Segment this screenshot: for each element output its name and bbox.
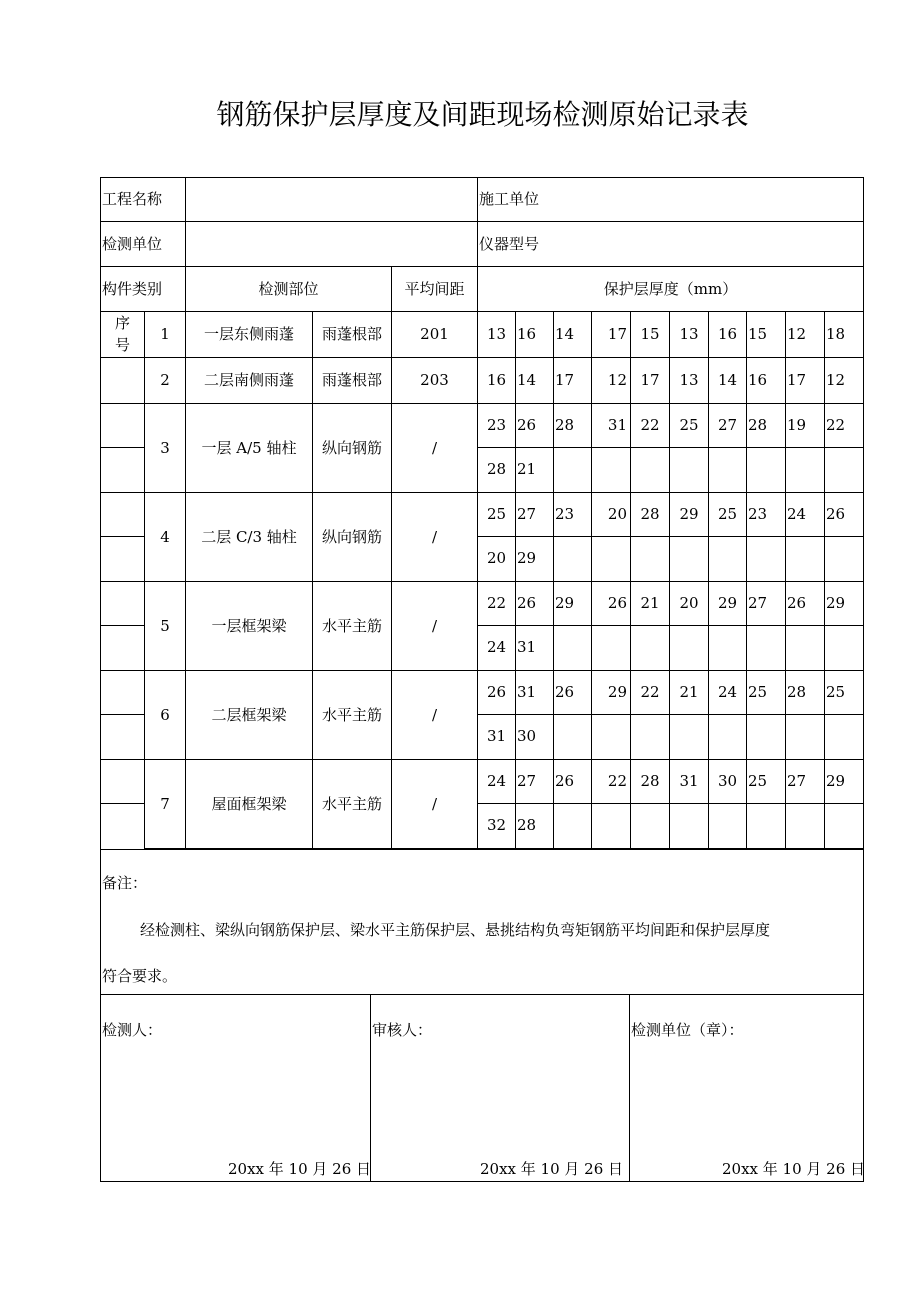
reading-col-divider bbox=[669, 311, 670, 849]
cover-reading: 22 bbox=[640, 683, 660, 701]
cover-reading: 26 bbox=[555, 683, 575, 701]
cover-reading: 28 bbox=[640, 772, 660, 790]
row-number: 5 bbox=[160, 616, 170, 635]
seq-cell-split bbox=[100, 536, 144, 537]
cover-reading: 29 bbox=[826, 772, 846, 790]
cover-reading: 28 bbox=[486, 460, 507, 478]
reading-col-divider bbox=[515, 311, 516, 849]
cover-reading: 17 bbox=[640, 371, 660, 389]
cover-reading: 12 bbox=[607, 371, 627, 389]
cover-reading: 31 bbox=[679, 772, 699, 790]
table-border-right bbox=[863, 177, 864, 1182]
inspector-date: 20xx 年 10 月 26 日 bbox=[228, 1160, 372, 1178]
cover-reading: 25 bbox=[826, 683, 846, 701]
cover-reading: 29 bbox=[555, 594, 575, 612]
col-divider bbox=[312, 311, 313, 849]
row-number: 6 bbox=[160, 705, 170, 724]
cover-reading: 31 bbox=[517, 638, 537, 656]
cover-reading: 26 bbox=[826, 505, 846, 523]
cover-reading: 22 bbox=[607, 772, 627, 790]
construction-unit-label: 施工单位 bbox=[479, 190, 540, 208]
test-location: 二层框架梁 bbox=[211, 705, 287, 724]
unit-stamp-label: 检测单位（章）： bbox=[631, 1021, 744, 1039]
row-divider bbox=[100, 994, 864, 995]
cover-reading: 28 bbox=[555, 416, 575, 434]
seq-cell-split bbox=[100, 447, 144, 448]
cover-reading: 32 bbox=[486, 816, 507, 834]
rebar-item: 水平主筋 bbox=[321, 705, 382, 724]
cover-reading: 24 bbox=[787, 505, 807, 523]
avg-spacing-value: / bbox=[431, 705, 438, 724]
avg-spacing-value: / bbox=[431, 616, 438, 635]
rebar-item: 纵向钢筋 bbox=[321, 438, 382, 457]
cover-reading: 26 bbox=[517, 416, 537, 434]
cover-reading: 26 bbox=[787, 594, 807, 612]
cover-reading: 29 bbox=[717, 594, 738, 612]
seq-cell-divider bbox=[100, 581, 144, 582]
seq-cell-divider bbox=[100, 759, 144, 760]
col-divider bbox=[144, 311, 145, 849]
avg-spacing-value: / bbox=[431, 438, 438, 457]
cover-reading: 29 bbox=[607, 683, 627, 701]
cover-reading: 27 bbox=[517, 505, 537, 523]
project-name-label: 工程名称 bbox=[102, 190, 163, 208]
seq-cell-divider bbox=[100, 492, 144, 493]
cover-reading: 18 bbox=[826, 325, 846, 343]
cover-reading: 27 bbox=[717, 416, 738, 434]
cover-reading: 14 bbox=[555, 325, 575, 343]
cover-thickness-header: 保护层厚度（mm） bbox=[603, 280, 738, 298]
cover-reading: 21 bbox=[640, 594, 660, 612]
cover-reading: 25 bbox=[717, 505, 738, 523]
seq-cell-split bbox=[100, 625, 144, 626]
reading-col-divider bbox=[630, 311, 631, 849]
cover-reading: 30 bbox=[717, 772, 738, 790]
row-divider bbox=[100, 266, 864, 267]
seq-header-char2: 号 bbox=[114, 336, 130, 354]
seq-header-char1: 序 bbox=[114, 314, 130, 332]
rebar-item: 雨蓬根部 bbox=[321, 325, 382, 343]
cover-reading: 12 bbox=[787, 325, 807, 343]
test-location: 屋面框架梁 bbox=[211, 794, 287, 813]
cover-reading: 16 bbox=[748, 371, 768, 389]
seq-cell-split bbox=[100, 714, 144, 715]
rebar-item: 水平主筋 bbox=[321, 794, 382, 813]
col-divider bbox=[370, 994, 371, 1182]
cover-reading: 27 bbox=[787, 772, 807, 790]
avg-spacing-header: 平均间距 bbox=[404, 280, 465, 298]
reading-line-divider bbox=[477, 714, 863, 715]
cover-reading: 13 bbox=[679, 371, 699, 389]
seq-cell-divider bbox=[100, 357, 144, 358]
col-divider bbox=[185, 177, 186, 849]
cover-reading: 13 bbox=[486, 325, 507, 343]
cover-reading: 25 bbox=[486, 505, 507, 523]
cover-reading: 16 bbox=[717, 325, 738, 343]
remarks-label: 备注： bbox=[102, 874, 148, 892]
cover-reading: 26 bbox=[555, 772, 575, 790]
row-divider bbox=[144, 759, 864, 760]
cover-reading: 22 bbox=[826, 416, 846, 434]
cover-reading: 28 bbox=[748, 416, 768, 434]
cover-reading: 24 bbox=[717, 683, 738, 701]
cover-reading: 29 bbox=[517, 549, 537, 567]
cover-reading: 27 bbox=[748, 594, 768, 612]
test-location: 二层南侧雨蓬 bbox=[203, 371, 294, 389]
cover-reading: 14 bbox=[517, 371, 537, 389]
testing-unit-label: 检测单位 bbox=[102, 235, 163, 253]
row-number: 3 bbox=[160, 438, 170, 457]
cover-reading: 26 bbox=[486, 683, 507, 701]
instrument-model-label: 仪器型号 bbox=[479, 235, 540, 253]
reading-col-divider bbox=[553, 311, 554, 849]
cover-reading: 31 bbox=[607, 416, 627, 434]
table-border-top bbox=[100, 177, 864, 178]
cover-reading: 25 bbox=[748, 772, 768, 790]
cover-reading: 31 bbox=[517, 683, 537, 701]
reading-col-divider bbox=[746, 311, 747, 849]
cover-reading: 31 bbox=[486, 727, 507, 745]
test-location: 一层框架梁 bbox=[211, 616, 287, 635]
cover-reading: 28 bbox=[640, 505, 660, 523]
inspector-label: 检测人： bbox=[102, 1021, 163, 1039]
seq-cell-split bbox=[100, 803, 144, 804]
cover-reading: 29 bbox=[679, 505, 699, 523]
cover-reading: 20 bbox=[486, 549, 507, 567]
cover-reading: 22 bbox=[486, 594, 507, 612]
component-type-header: 构件类别 bbox=[102, 280, 163, 298]
cover-reading: 26 bbox=[607, 594, 627, 612]
page-title: 钢筋保护层厚度及间距现场检测原始记录表 bbox=[216, 98, 749, 131]
reading-col-divider bbox=[708, 311, 709, 849]
cover-reading: 16 bbox=[486, 371, 507, 389]
row-divider bbox=[100, 221, 864, 222]
seq-cell-divider bbox=[100, 670, 144, 671]
reading-line-divider bbox=[477, 536, 863, 537]
cover-reading: 29 bbox=[826, 594, 846, 612]
reading-line-divider bbox=[477, 625, 863, 626]
cover-reading: 19 bbox=[787, 416, 807, 434]
row-number: 7 bbox=[160, 794, 170, 813]
reviewer-date: 20xx 年 10 月 26 日 bbox=[480, 1160, 624, 1178]
cover-reading: 26 bbox=[517, 594, 537, 612]
row-divider bbox=[100, 311, 864, 312]
unit-date: 20xx 年 10 月 26 日 bbox=[722, 1160, 866, 1178]
cover-reading: 30 bbox=[517, 727, 537, 745]
rebar-item: 水平主筋 bbox=[321, 616, 382, 635]
reading-col-divider bbox=[785, 311, 786, 849]
reading-line-divider bbox=[477, 447, 863, 448]
row-divider bbox=[144, 357, 864, 358]
reading-line-divider bbox=[477, 803, 863, 804]
cover-reading: 12 bbox=[826, 371, 846, 389]
cover-reading: 24 bbox=[486, 772, 507, 790]
rebar-item: 雨蓬根部 bbox=[321, 371, 382, 389]
row-number: 2 bbox=[160, 371, 170, 389]
seq-cell-divider bbox=[100, 403, 144, 404]
cover-reading: 23 bbox=[555, 505, 575, 523]
reading-col-divider bbox=[591, 311, 592, 849]
cover-reading: 25 bbox=[748, 683, 768, 701]
row-divider bbox=[144, 848, 864, 849]
row-divider bbox=[144, 581, 864, 582]
cover-reading: 17 bbox=[607, 325, 627, 343]
test-location: 一层东侧雨蓬 bbox=[203, 325, 294, 343]
cover-reading: 20 bbox=[679, 594, 699, 612]
cover-reading: 21 bbox=[517, 460, 537, 478]
remarks-text-line1: 经检测柱、梁纵向钢筋保护层、梁水平主筋保护层、悬挑结构负弯矩钢筋平均间距和保护层厚度 bbox=[140, 921, 771, 939]
row-divider bbox=[144, 670, 864, 671]
avg-spacing-value: / bbox=[431, 527, 438, 546]
cover-reading: 13 bbox=[679, 325, 699, 343]
table-border-bottom bbox=[100, 1181, 864, 1182]
test-location: 一层 A/5 轴柱 bbox=[201, 438, 297, 457]
cover-reading: 23 bbox=[748, 505, 768, 523]
row-number: 1 bbox=[160, 325, 170, 343]
location-header: 检测部位 bbox=[258, 280, 319, 298]
cover-reading: 21 bbox=[679, 683, 699, 701]
rebar-item: 纵向钢筋 bbox=[321, 527, 382, 546]
row-divider bbox=[100, 849, 864, 850]
cover-reading: 28 bbox=[787, 683, 807, 701]
cover-reading: 16 bbox=[517, 325, 537, 343]
remarks-text-line2: 符合要求。 bbox=[102, 967, 178, 985]
row-number: 4 bbox=[160, 527, 170, 546]
cover-reading: 15 bbox=[640, 325, 660, 343]
cover-reading: 28 bbox=[517, 816, 537, 834]
cover-reading: 25 bbox=[679, 416, 699, 434]
cover-reading: 23 bbox=[486, 416, 507, 434]
row-divider bbox=[144, 403, 864, 404]
cover-reading: 14 bbox=[717, 371, 738, 389]
cover-reading: 17 bbox=[555, 371, 575, 389]
reading-col-divider bbox=[824, 311, 825, 849]
cover-reading: 17 bbox=[787, 371, 807, 389]
cover-reading: 27 bbox=[517, 772, 537, 790]
cover-reading: 22 bbox=[640, 416, 660, 434]
row-divider bbox=[144, 492, 864, 493]
avg-spacing-value: 201 bbox=[420, 325, 449, 343]
col-divider bbox=[391, 266, 392, 849]
reviewer-label: 审核人： bbox=[372, 1021, 433, 1039]
cover-reading: 20 bbox=[607, 505, 627, 523]
avg-spacing-value: 203 bbox=[420, 371, 449, 389]
cover-reading: 15 bbox=[748, 325, 768, 343]
col-divider bbox=[629, 994, 630, 1182]
test-location: 二层 C/3 轴柱 bbox=[201, 527, 297, 546]
cover-reading: 24 bbox=[486, 638, 507, 656]
avg-spacing-value: / bbox=[431, 794, 438, 813]
